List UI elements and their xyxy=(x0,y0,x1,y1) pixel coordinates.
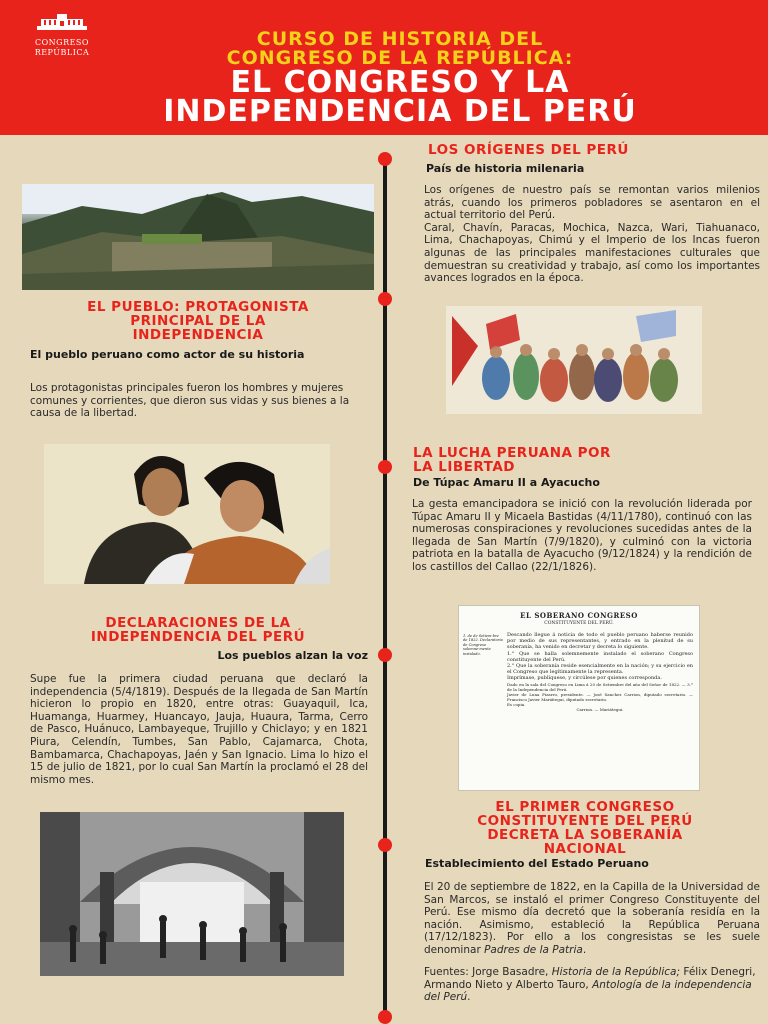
page-title-line1: EL CONGRESO Y LA xyxy=(230,65,570,100)
document-signatures: Javier de Luna Pizarro, presidente. — José Sanchez Carrion, diputado secretario. — Francisco Javier Mariátegui, diputado secretario. xyxy=(507,691,693,702)
document-paragraph: 1.° Que se halla solemnemente instalado el soberano Congreso constituyente del Perú. xyxy=(507,650,693,663)
crowd-painting-illustration xyxy=(446,306,702,414)
source-book-basadre: Historia de la República; xyxy=(551,966,681,978)
congreso-title-line4: NACIONAL xyxy=(543,841,627,857)
document-paragraph: 2.° Que la soberanía reside esencialmente en la nación; y su ejercicio en el Congreso que legítimamente la representa. xyxy=(507,663,693,676)
logo-text-congreso: CONGRESO xyxy=(35,38,89,47)
tupac-amaru-illustration xyxy=(44,444,330,584)
lucha-title-line2: LA LIBERTAD xyxy=(413,459,515,475)
congress-hall-illustration xyxy=(40,812,344,976)
sources-citation xyxy=(424,966,760,1004)
section-body-lucha: La gesta emancipadora se inició con la revolución liderada por Túpac Amaru II y Micaela Bastidas (4/11/1780), continuó con las numerosas conspiraciones y revoluciones sucedidas antes de la llegada de San Martín (7/9/1820), y culminó con la victoria patriota en la batalla de Ayacucho (9/12/1824) y la rendición de los castillos del Callao (22/1/1826). xyxy=(412,498,752,573)
section-title-declaraciones xyxy=(22,616,374,644)
pueblo-title-line2: PRINCIPAL DE LA xyxy=(130,313,266,329)
course-subtitle-line2: CONGRESO DE LA REPÚBLICA: xyxy=(226,47,574,69)
crowd-painting-image xyxy=(446,306,702,414)
document-paragraph: Descando llegue á noticia de todo el pueblo peruano haberse reunido por medio de sus representantes, y entrado en la plenitud de su soberanía, ha venido en decretar y decreta lo siguiente. xyxy=(507,632,693,651)
machu-picchu-illustration xyxy=(22,184,374,290)
soberano-congreso-document-image xyxy=(458,605,700,791)
padres-de-la-patria: Padres de la Patria xyxy=(484,943,583,956)
sources-authors: Félix Denegri, Armando Nieto y Alberto Tauro, xyxy=(424,966,756,991)
sources-label: Fuentes: Jorge Basadre, xyxy=(424,966,552,978)
timeline-dot xyxy=(378,152,392,166)
section-body-declaraciones: Supe fue la primera ciudad peruana que declaró la independencia (5/4/1819). Después de la llegada de San Martín hicieron lo propio en 1820, entre otras: Guayaquil, Ica, Huamanga, Huarmey, Huancayo, Jauja, Huaura, Tarma, Cerro de Pasco, Huánuco, Lambayeque, Trujillo y Chiclayo; y en 1821 Piura, Celendín, Tumbes, San Pablo, Cajamarca, Chota, Bambamarca, Chachapoyas, Jaén y San Ignacio. Lima lo hizo el 15 de julio de 1821, por lo cual San Martín la proclamó el 28 del mismo mes. xyxy=(30,673,368,786)
document-copy-note: Es copia. xyxy=(507,701,526,707)
section-subtitle-origenes: País de historia milenaria xyxy=(426,162,585,175)
tupac-amaru-micaela-image xyxy=(44,444,330,584)
logo-text-republica: REPÚBLICA xyxy=(34,48,90,57)
document-closing: Carrion. — Mariátegui. xyxy=(576,706,624,712)
congreso-paragraph: El 20 de septiembre de 1822, en la Capilla de la Universidad de San Marcos, se instaló el primer Congreso Constituyente del Perú. Ese mismo día decretó que la soberanía residía en la nación. Asimismo, estableció la República Peruana (17/12/1823). Por ello a los congresistas se les suele denominar xyxy=(424,881,760,956)
document-margin-note: 1. de de Setiem-bre de 1822. Declaratoria de Congreso solemne-mente instalado. xyxy=(463,634,503,656)
section-title-congreso xyxy=(412,800,758,856)
congreso-title-line1: EL PRIMER CONGRESO xyxy=(495,799,675,815)
first-congress-engraving-image xyxy=(40,812,344,976)
header-banner xyxy=(0,0,768,135)
timeline-dot xyxy=(378,838,392,852)
timeline-dot xyxy=(378,460,392,474)
section-title-pueblo xyxy=(22,300,374,342)
origenes-paragraph-1: Los orígenes de nuestro país se remontan varios milenios atrás, cuando los primeros pobladores se asentaron en el actual territorio del Perú. xyxy=(424,184,760,222)
document-heading: EL SOBERANO CONGRESO xyxy=(520,611,638,620)
pueblo-title-line1: EL PUEBLO: PROTAGONISTA xyxy=(87,299,309,315)
timeline-dot xyxy=(378,1010,392,1024)
section-body-origenes xyxy=(424,184,760,285)
declaraciones-title-line1: DECLARACIONES DE LA xyxy=(105,615,291,631)
sources-end: . xyxy=(467,991,471,1004)
lucha-title-line1: LA LUCHA PERUANA POR xyxy=(413,445,611,461)
page-title xyxy=(60,65,740,129)
course-subtitle xyxy=(100,30,700,68)
timeline-line xyxy=(383,156,387,1018)
congress-building-icon xyxy=(35,12,89,32)
congreso-title-line3: DECRETA LA SOBERANÍA xyxy=(487,827,683,843)
section-body-pueblo: Los protagonistas principales fueron los hombres y mujeres comunes y corrientes, que dieron sus vidas y sus bienes a la causa de la libertad. xyxy=(30,382,350,420)
congreso-paragraph-end: . xyxy=(582,943,587,956)
declaraciones-title-line2: INDEPENDENCIA DEL PERÚ xyxy=(90,629,306,645)
section-title-origenes: LOS ORÍGENES DEL PERÚ xyxy=(428,142,629,158)
section-body-congreso xyxy=(424,881,760,957)
course-subtitle-line1: CURSO DE HISTORIA DEL xyxy=(256,28,544,50)
document-subheading: CONSTITUYENTE DEL PERÚ. xyxy=(544,621,614,626)
document-paragraph: Imprímase, publíquese, y circúlese por quienes corresponda. xyxy=(507,675,662,682)
page-title-line2: INDEPENDENCIA DEL PERÚ xyxy=(163,94,637,129)
timeline-dot xyxy=(378,648,392,662)
section-subtitle-declaraciones: Los pueblos alzan la voz xyxy=(217,649,368,662)
pueblo-title-line3: INDEPENDENCIA xyxy=(132,327,264,343)
document-text xyxy=(507,632,693,712)
timeline-dot xyxy=(378,292,392,306)
section-subtitle-pueblo: El pueblo peruano como actor de su historia xyxy=(30,348,305,361)
source-book-antologia: Antología de la independencia del Perú xyxy=(424,978,752,1004)
machu-picchu-image xyxy=(22,184,374,290)
congreso-title-line2: CONSTITUYENTE DEL PERÚ xyxy=(477,813,693,829)
congress-logo xyxy=(22,12,102,58)
section-subtitle-congreso: Establecimiento del Estado Peruano xyxy=(425,857,649,870)
section-subtitle-lucha: De Túpac Amaru II a Ayacucho xyxy=(413,476,600,489)
document-paragraph: Dado en la sala del Congreso en Lima á 20 de Setiembre del año del Señor de 1822. — 3.° de la Independencia del Perú. xyxy=(507,681,693,692)
origenes-paragraph-2: Caral, Chavín, Paracas, Mochica, Nazca, Wari, Tiahuanaco, Lima, Chachapoyas, Chimú y el Imperio de los Incas fueron algunas de las principales manifestaciones culturales que demuestran su creatividad y trabajo, así como los importantes avances logrados en la época. xyxy=(424,221,760,285)
section-title-lucha xyxy=(413,446,753,474)
